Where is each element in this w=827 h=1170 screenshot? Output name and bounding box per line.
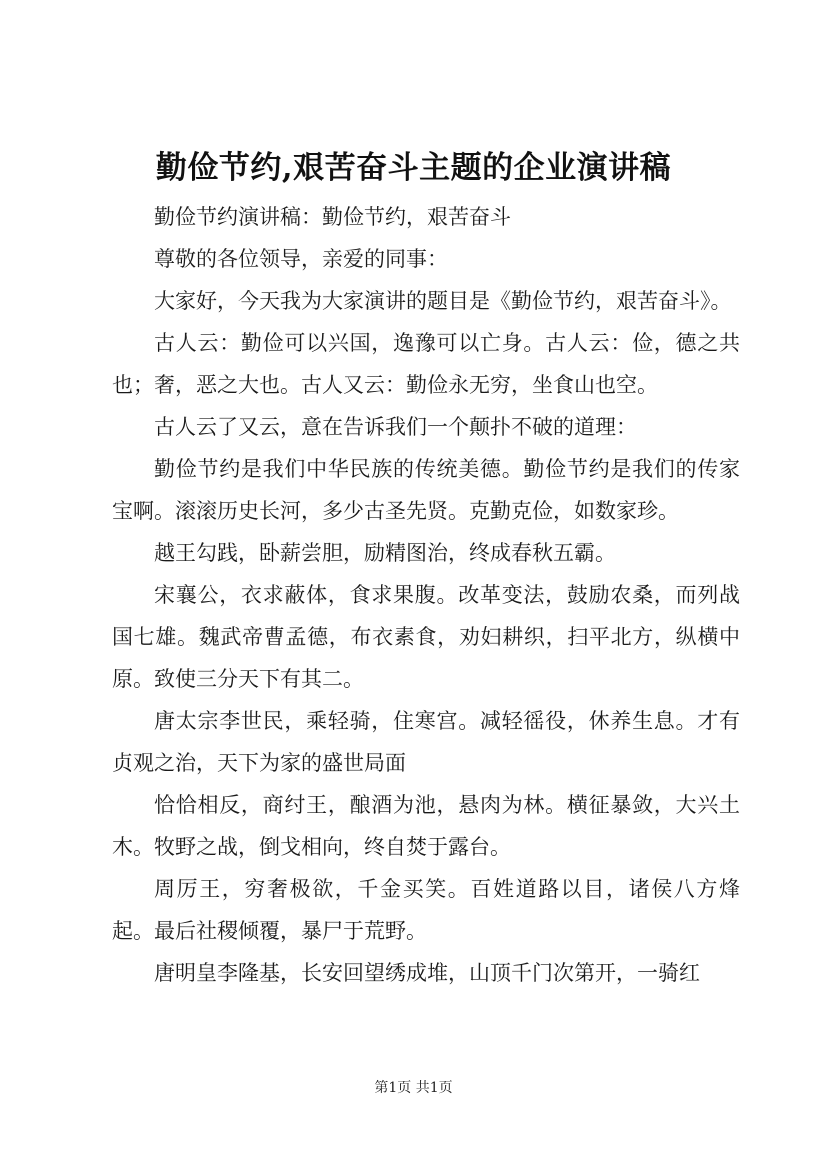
paragraph-subtitle: 勤俭节约演讲稿：勤俭节约，艰苦奋斗 [154, 205, 511, 229]
paragraph-tradition: 勤俭节约是我们中华民族的传统美德。勤俭节约是我们的传家宝啊。滚滚历史长河，多少古圣先贤。克勤克俭，如数家珍。 [112, 457, 740, 523]
paragraph-zhou-king: 恰恰相反，商纣王，酿酒为池，悬肉为林。横征暴敛，大兴土木。牧野之战，倒戈相向，终自焚于露台。 [112, 793, 740, 859]
paragraph-ancient-sayings: 古人云：勤俭可以兴国，逸豫可以亡身。古人云：俭，德之共也；奢，恶之大也。古人又云：勤俭永无穷，坐食山也空。 [112, 331, 740, 397]
paragraph-greeting: 大家好，今天我为大家演讲的题目是《勤俭节约，艰苦奋斗》。 [154, 289, 732, 313]
page-number-footer: 第1页 共1页 [374, 1080, 453, 1096]
paragraph-goujian: 越王勾践，卧薪尝胆，励精图治，终成春秋五霸。 [154, 541, 616, 565]
paragraph-li-king: 周厉王，穷奢极欲，千金买笑。百姓道路以目，诸侯八方烽起。最后社稷倾覆，暴尸于荒野。 [112, 877, 740, 943]
paragraph-xuanzong: 唐明皇李隆基，长安回望绣成堆，山顶千门次第开，一骑红 [154, 961, 700, 985]
paragraph-lesson: 古人云了又云，意在告诉我们一个颠扑不破的道理： [154, 415, 637, 439]
paragraph-taizong: 唐太宗李世民，乘轻骑，住寒宫。减轻徭役，休养生息。才有贞观之治，天下为家的盛世局面 [112, 709, 740, 775]
document-title: 勤俭节约,艰苦奋斗主题的企业演讲稿 [155, 150, 672, 186]
paragraph-salutation: 尊敬的各位领导，亲爱的同事： [154, 247, 448, 271]
document-body [112, 196, 740, 994]
paragraph-song-wei: 宋襄公，衣求蔽体，食求果腹。改革变法，鼓励农桑，而列战国七雄。魏武帝曹孟德，布衣素食，劝妇耕织，扫平北方，纵横中原。致使三分天下有其二。 [112, 583, 740, 691]
